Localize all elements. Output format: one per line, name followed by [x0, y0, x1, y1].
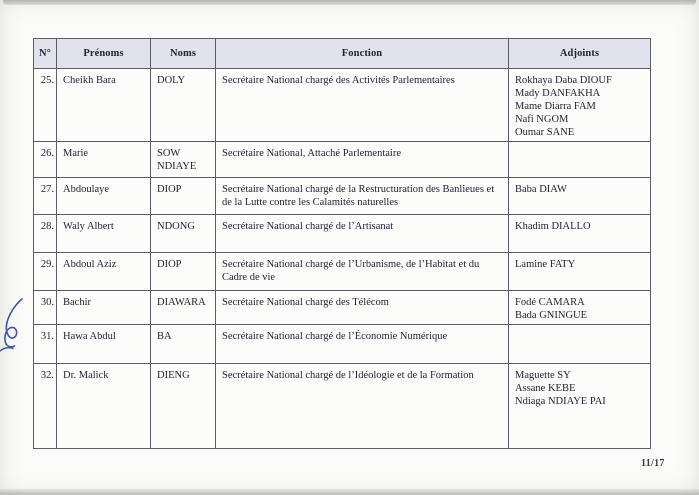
column-header-adjoints: Adjoints — [509, 39, 651, 69]
adjoint-line: Mady DANFAKHA — [515, 88, 601, 99]
cell-fonction: Secrétaire National chargé des Activités Parlementaires — [216, 69, 509, 142]
cell-noms: SOW NDIAYE — [151, 142, 216, 178]
cell-num: 32. — [34, 364, 57, 449]
adjoint-line: Assane KEBE — [515, 383, 576, 394]
secretaries-table — [33, 38, 651, 449]
adjoint-line: Lamine FATY — [515, 259, 576, 270]
cell-prenoms: Waly Albert — [57, 215, 151, 253]
cell-num: 26. — [34, 142, 57, 178]
cell-noms: NDONG — [151, 215, 216, 253]
cell-noms: DIENG — [151, 364, 216, 449]
table-row — [34, 215, 651, 253]
adjoint-line: Ndiaga NDIAYE PAI — [515, 396, 606, 407]
adjoint-line: Khadim DIALLO — [515, 221, 591, 232]
adjoint-line: Bada GNINGUE — [515, 310, 588, 321]
cell-fonction: Secrétaire National chargé de l’Urbanisme, de l’Habitat et du Cadre de vie — [216, 253, 509, 291]
handwritten-paraph — [0, 296, 26, 354]
cell-fonction: Secrétaire National chargé des Télécom — [216, 291, 509, 325]
cell-prenoms: Bachir — [57, 291, 151, 325]
table-header-row — [34, 39, 651, 69]
table-row — [34, 142, 651, 178]
adjoint-line: Maguette SY — [515, 370, 571, 381]
cell-num: 25. — [34, 69, 57, 142]
cell-num: 31. — [34, 325, 57, 364]
adjoint-line: Rokhaya Daba DIOUF — [515, 75, 612, 86]
cell-noms: BA — [151, 325, 216, 364]
cell-noms: DIAWARA — [151, 291, 216, 325]
cell-fonction: Secrétaire National chargé de la Restructuration des Banlieues et de la Lutte contre les Calamités naturelles — [216, 178, 509, 215]
cell-prenoms: Dr. Malick — [57, 364, 151, 449]
adjoint-line: Mame Diarra FAM — [515, 101, 596, 112]
cell-adjoints — [509, 69, 651, 142]
table-row — [34, 69, 651, 142]
cell-prenoms: Marie — [57, 142, 151, 178]
table-row — [34, 178, 651, 215]
cell-adjoints — [509, 325, 651, 364]
cell-num: 28. — [34, 215, 57, 253]
cell-adjoints — [509, 291, 651, 325]
cell-fonction: Secrétaire National chargé de l’Économie Numérique — [216, 325, 509, 364]
column-header-prenoms: Prénoms — [57, 39, 151, 69]
cell-noms: DIOP — [151, 253, 216, 291]
cell-num: 30. — [34, 291, 57, 325]
cell-adjoints — [509, 178, 651, 215]
table-row — [34, 364, 651, 449]
cell-adjoints — [509, 253, 651, 291]
cell-fonction: Secrétaire National, Attaché Parlementaire — [216, 142, 509, 178]
cell-adjoints — [509, 364, 651, 449]
scan-edge-bottom — [0, 489, 699, 495]
cell-prenoms: Cheikh Bara — [57, 69, 151, 142]
cell-fonction: Secrétaire National chargé de l’Idéologie et de la Formation — [216, 364, 509, 449]
column-header-noms: Noms — [151, 39, 216, 69]
adjoint-line: Baba DIAW — [515, 184, 567, 195]
cell-noms: DIOP — [151, 178, 216, 215]
column-header-fonction: Fonction — [216, 39, 509, 69]
cell-adjoints — [509, 215, 651, 253]
cell-prenoms: Abdoulaye — [57, 178, 151, 215]
table-row — [34, 253, 651, 291]
cell-prenoms: Abdoul Aziz — [57, 253, 151, 291]
adjoint-line: Fodé CAMARA — [515, 297, 585, 308]
page-number: 11/17 — [641, 458, 665, 469]
cell-num: 27. — [34, 178, 57, 215]
cell-adjoints — [509, 142, 651, 178]
cell-noms: DOLY — [151, 69, 216, 142]
cell-fonction: Secrétaire National chargé de l’Artisanat — [216, 215, 509, 253]
column-header-num: N° — [34, 39, 57, 69]
table-row — [34, 325, 651, 364]
cell-num: 29. — [34, 253, 57, 291]
table-row — [34, 291, 651, 325]
adjoint-line: Nafi NGOM — [515, 114, 569, 125]
scan-edge-top — [3, 0, 696, 5]
adjoint-line: Oumar SANE — [515, 127, 575, 138]
cell-prenoms: Hawa Abdul — [57, 325, 151, 364]
